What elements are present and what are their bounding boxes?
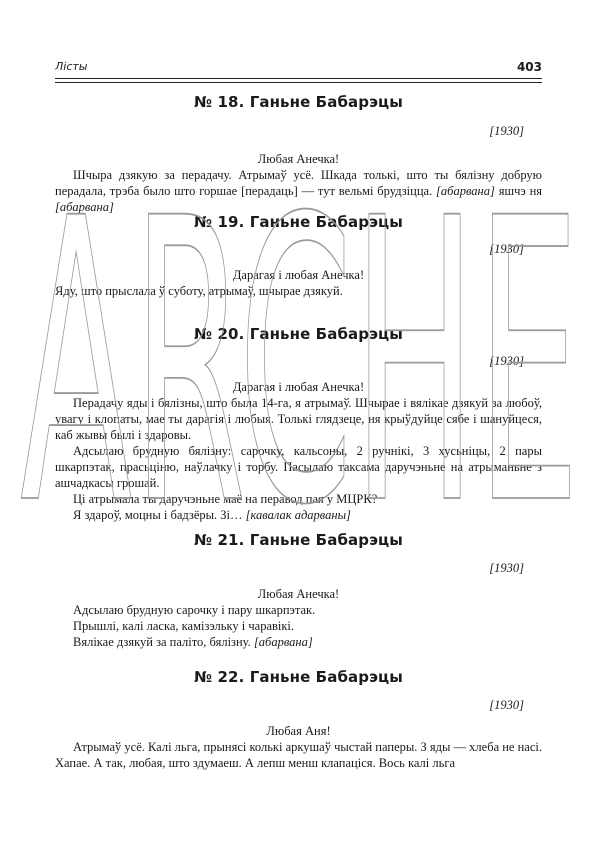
letter-paragraph: Адсылаю брудную сарочку і пару шкарпэтак. xyxy=(73,603,316,617)
watermark-text: ARCHE xyxy=(20,136,580,590)
letter-22 xyxy=(55,668,542,771)
letter-greeting: Дарагая і любая Анечка! xyxy=(232,380,365,394)
letter-paragraph: Я здароў, моцны і бадзёры. Зі… [кавалак адарваны] xyxy=(73,508,351,522)
letter-18 xyxy=(55,93,542,215)
editorial-note: [кавалак адарваны] xyxy=(245,508,351,522)
letter-heading: № 20. Ганьне Бабарэцы xyxy=(194,325,403,343)
letter-date: [1930] xyxy=(489,354,524,368)
letter-greeting: Любая Анечка! xyxy=(257,152,340,166)
letter-date: [1930] xyxy=(489,124,524,138)
letter-date: [1930] xyxy=(489,242,524,256)
letter-paragraph: Перадачу яды і бялізны, што была 14-га, я атрымаў. Шчырае і вялікае дзякуй за любоў, увагу і клопаты, мае ты дарагія і любыя. Толькі глядзеце, ня крыўдуйце сябе і шануйцеся, каб жывы былі і здаровы. xyxy=(55,396,542,442)
letter-20 xyxy=(55,325,542,523)
page-number: 403 xyxy=(516,60,542,74)
letter-19 xyxy=(55,213,542,299)
letter-heading: № 18. Ганьне Бабарэцы xyxy=(194,93,403,111)
letter-paragraph: Яду, што прыслала ў суботу, атрымаў, шчырае дзякуй. xyxy=(55,284,343,298)
section-title: Лісты xyxy=(55,60,88,73)
letter-paragraph: Ці атрымала ты даручэньне маё на перавод пая у МЦРК? xyxy=(73,492,378,506)
letter-paragraph: Атрымаў усё. Калі льга, прынясі колькі аркушаў чыстай паперы. З яды — хлеба не насі. Хапае. А так, любая, што здумаеш. А лепш менш клапаціся. Вось калі льга xyxy=(55,740,542,770)
letter-greeting: Любая Аня! xyxy=(266,724,331,738)
letter-paragraph: Адсылаю брудную бялізну: сарочку, кальсоны, 2 ручнікі, 3 хусьніцы, 2 пары шкарпэтак, прасьціню, наўлачку і торбу. Пасылаю таксама даручэньне на атрымaньне з ашчадкасы грошай. xyxy=(55,444,542,490)
letter-heading: № 22. Ганьне Бабарэцы xyxy=(194,668,403,686)
header-rule xyxy=(55,78,542,79)
running-head xyxy=(55,60,542,76)
editorial-note: [абарвана] xyxy=(253,635,313,649)
letter-21 xyxy=(55,531,542,650)
letter-date: [1930] xyxy=(489,698,524,712)
editorial-note: [абарвана] xyxy=(55,200,114,214)
letter-heading: № 21. Ганьне Бабарэцы xyxy=(194,531,403,549)
header-rule-thin xyxy=(55,82,542,83)
letter-greeting: Дарагая і любая Анечка! xyxy=(232,268,365,282)
letter-heading: № 19. Ганьне Бабарэцы xyxy=(194,213,403,231)
editorial-note: [абарвана] xyxy=(436,184,495,198)
letter-paragraph: Прышлі, калі ласка, камізэльку і чаравікі. xyxy=(73,619,295,633)
letter-paragraph: Вялікае дзякуй за паліто, бялізну. [абарвана] xyxy=(73,635,313,649)
letter-paragraph: Шчыра дзякую за перадачу. Атрымаў усё. Шкада толькі, што ты бялізну добрую перадала, трэба было што горшае [перадаць] — тут вельмі брудзіцца. [абарвана] яшчэ ня [абарвана] xyxy=(55,168,543,214)
letter-greeting: Любая Анечка! xyxy=(257,587,340,601)
letter-date: [1930] xyxy=(489,561,524,575)
